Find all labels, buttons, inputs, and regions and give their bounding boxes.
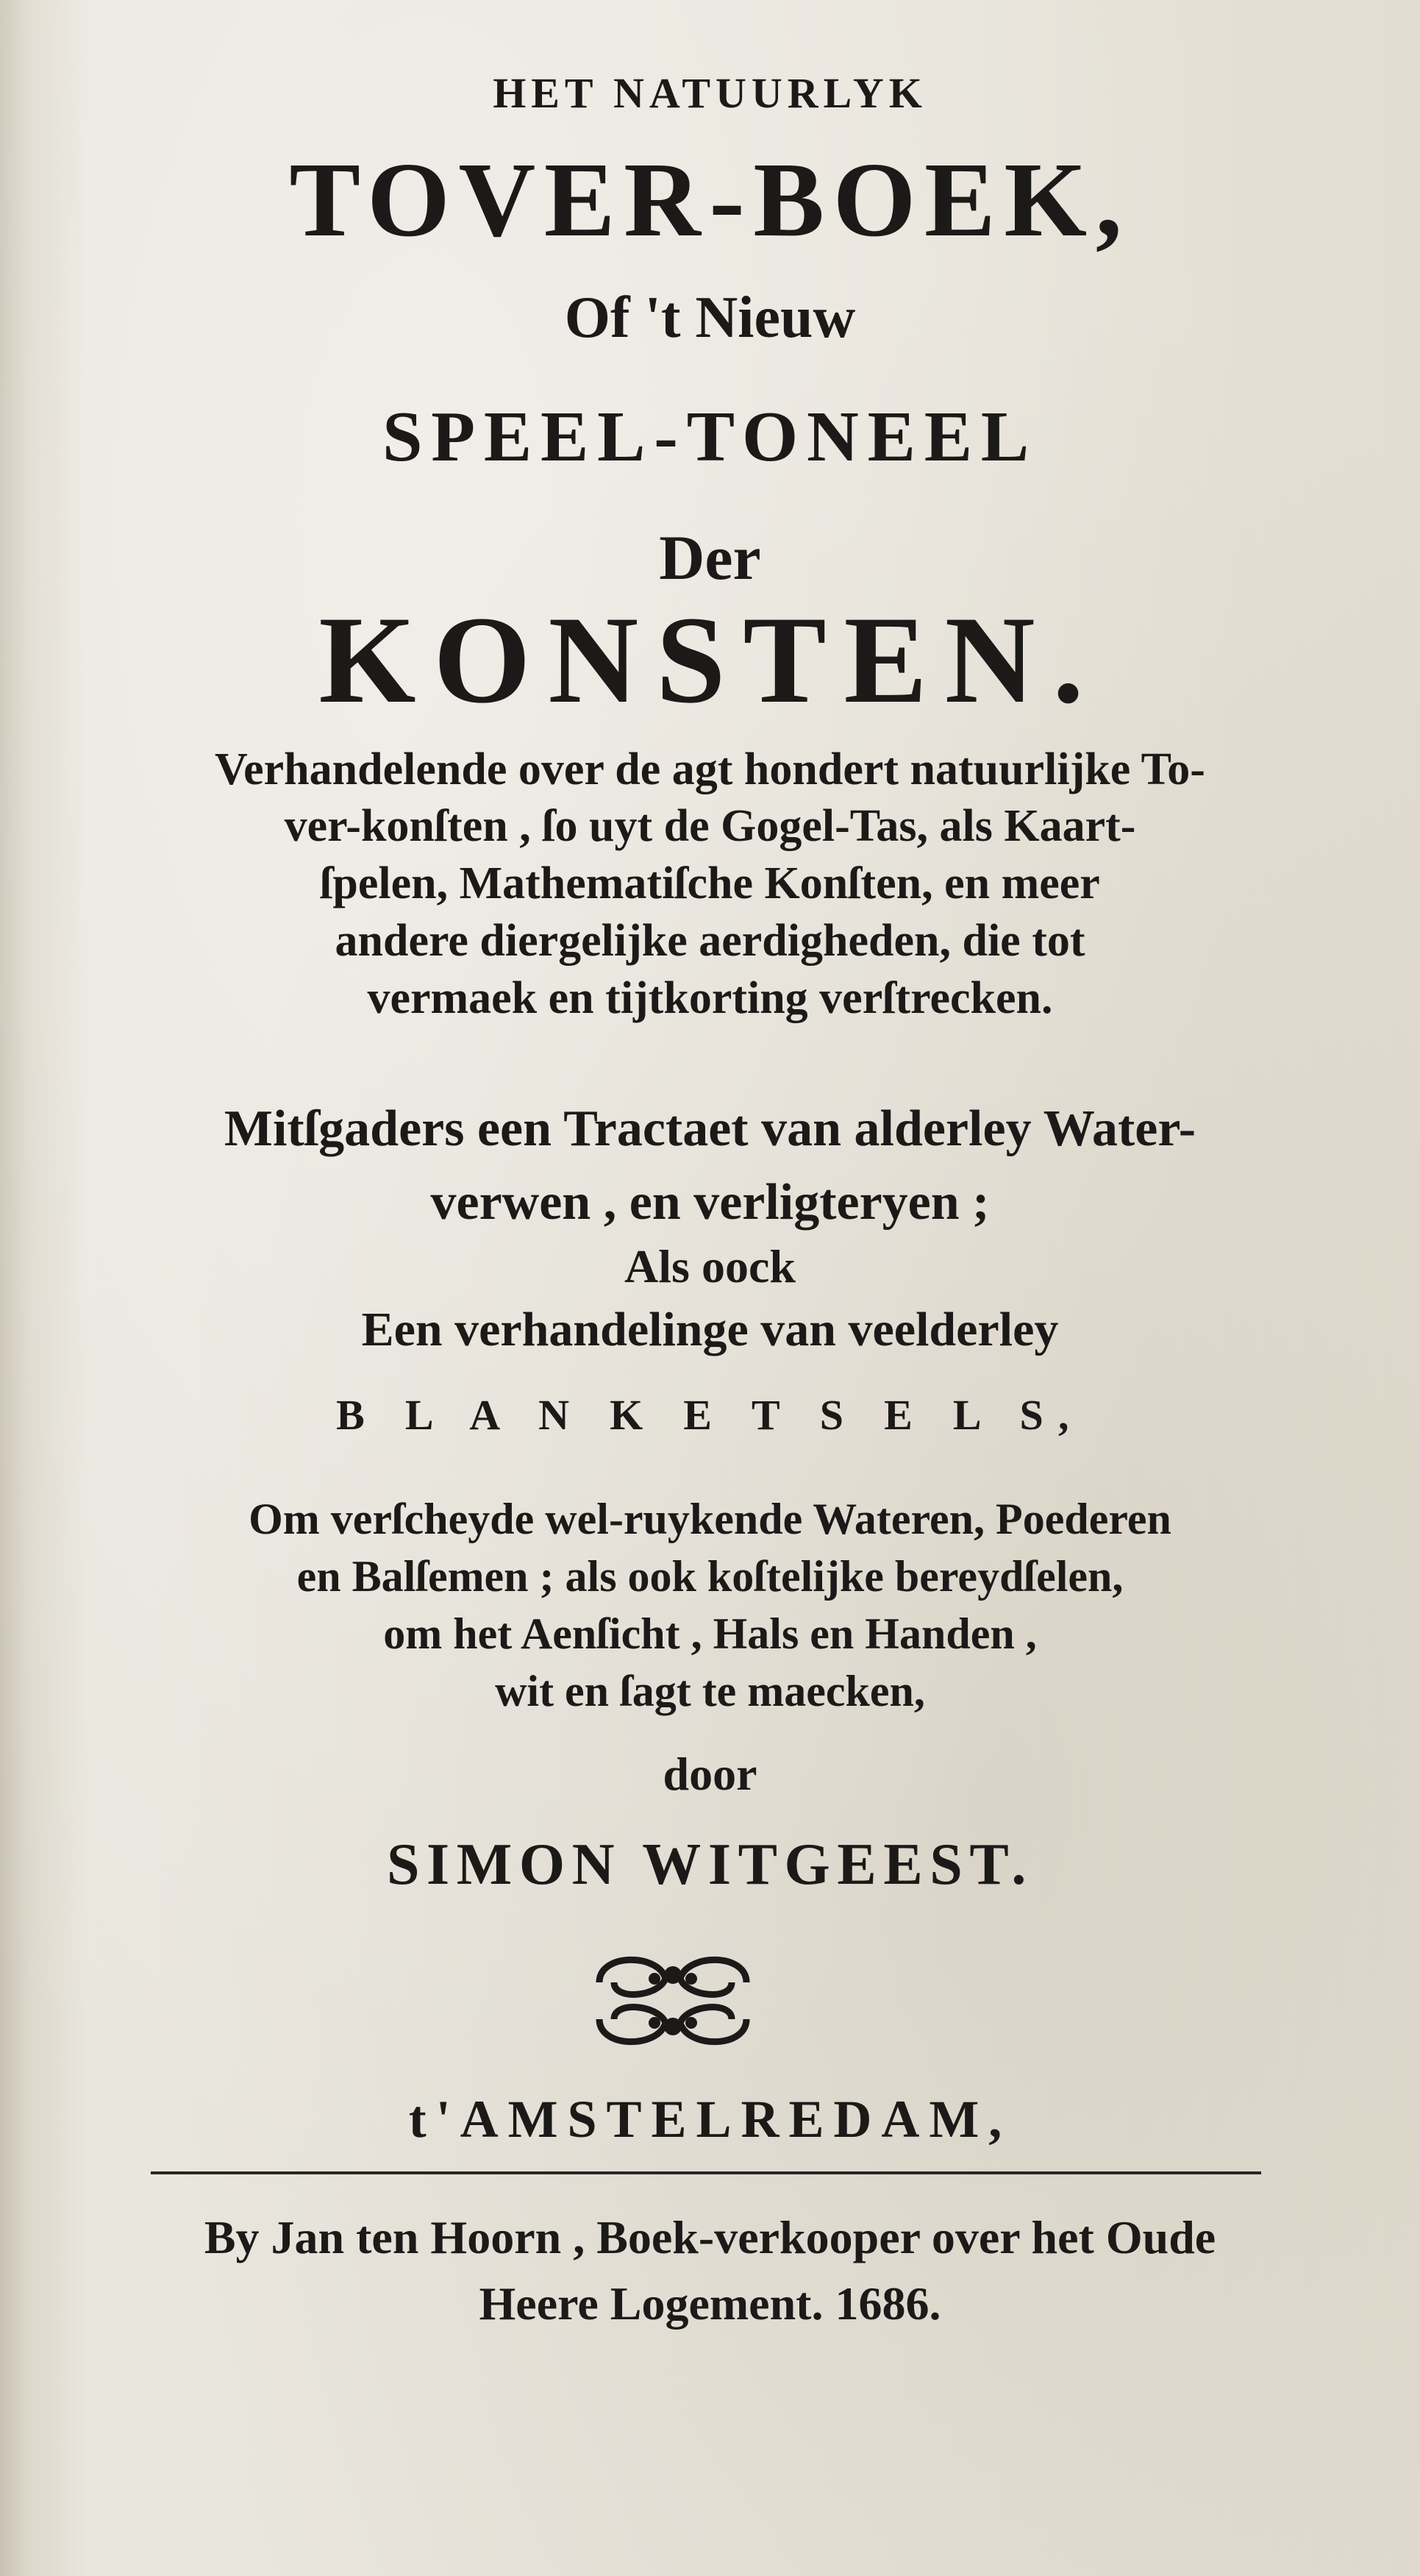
author-name: SIMON WITGEEST.	[386, 1832, 1034, 1897]
cosmetics-line: en Balſemen ; als ook koſtelijke bereydſelen,	[296, 1552, 1124, 1601]
description-line: ver-konſten , ſo uyt de Gogel-Tas, als Kaart-	[284, 801, 1136, 851]
title-of-t-nieuw: Of 't Nieuw	[564, 285, 856, 350]
imprint-line: By Jan ten Hoorn , Boek-verkooper over het Oude	[204, 2211, 1216, 2263]
imprint-line: Heere Logement. 1686.	[479, 2277, 941, 2330]
treatise-line: verwen , en verligteryen ;	[430, 1174, 990, 1231]
treatise-line: Als oock	[624, 1240, 796, 1292]
printers-ornament-icon	[585, 1946, 761, 2056]
by-label: door	[663, 1748, 757, 1800]
cosmetics-line: Om verſcheyde wel-ruykende Wateren, Poederen	[249, 1495, 1171, 1543]
cosmetics-line: wit en ſagt te maecken,	[495, 1667, 925, 1715]
treatise-line: Mitſgaders een Tractaet van alderley Water-	[224, 1100, 1196, 1157]
divider-rule	[151, 2171, 1261, 2174]
description-line: Verhandelende over de agt hondert natuurlijke To-	[215, 744, 1205, 794]
blanketsels-heading: B L A N K E T S E L S,	[336, 1391, 1084, 1439]
title-tover-boek: TOVER-BOEK,	[289, 141, 1131, 259]
description-line: andere diergelijke aerdigheden, die tot	[335, 916, 1085, 966]
title-line-het-natuurlyk: HET NATUURLYK	[493, 69, 927, 117]
title-der: Der	[659, 522, 761, 593]
place-of-publication: t'AMSTELREDAM,	[408, 2090, 1012, 2149]
description-line: ſpelen, Mathematiſche Konſten, en meer	[320, 858, 1100, 908]
title-konsten: KONSTEN.	[318, 591, 1102, 729]
title-speel-toneel: SPEEL-TONEEL	[382, 397, 1038, 477]
treatise-line: Een verhandelinge van veelderley	[361, 1303, 1059, 1356]
description-line: vermaek en tijtkorting verſtrecken.	[367, 973, 1053, 1023]
cosmetics-line: om het Aenſicht , Hals en Handen ,	[383, 1609, 1037, 1658]
